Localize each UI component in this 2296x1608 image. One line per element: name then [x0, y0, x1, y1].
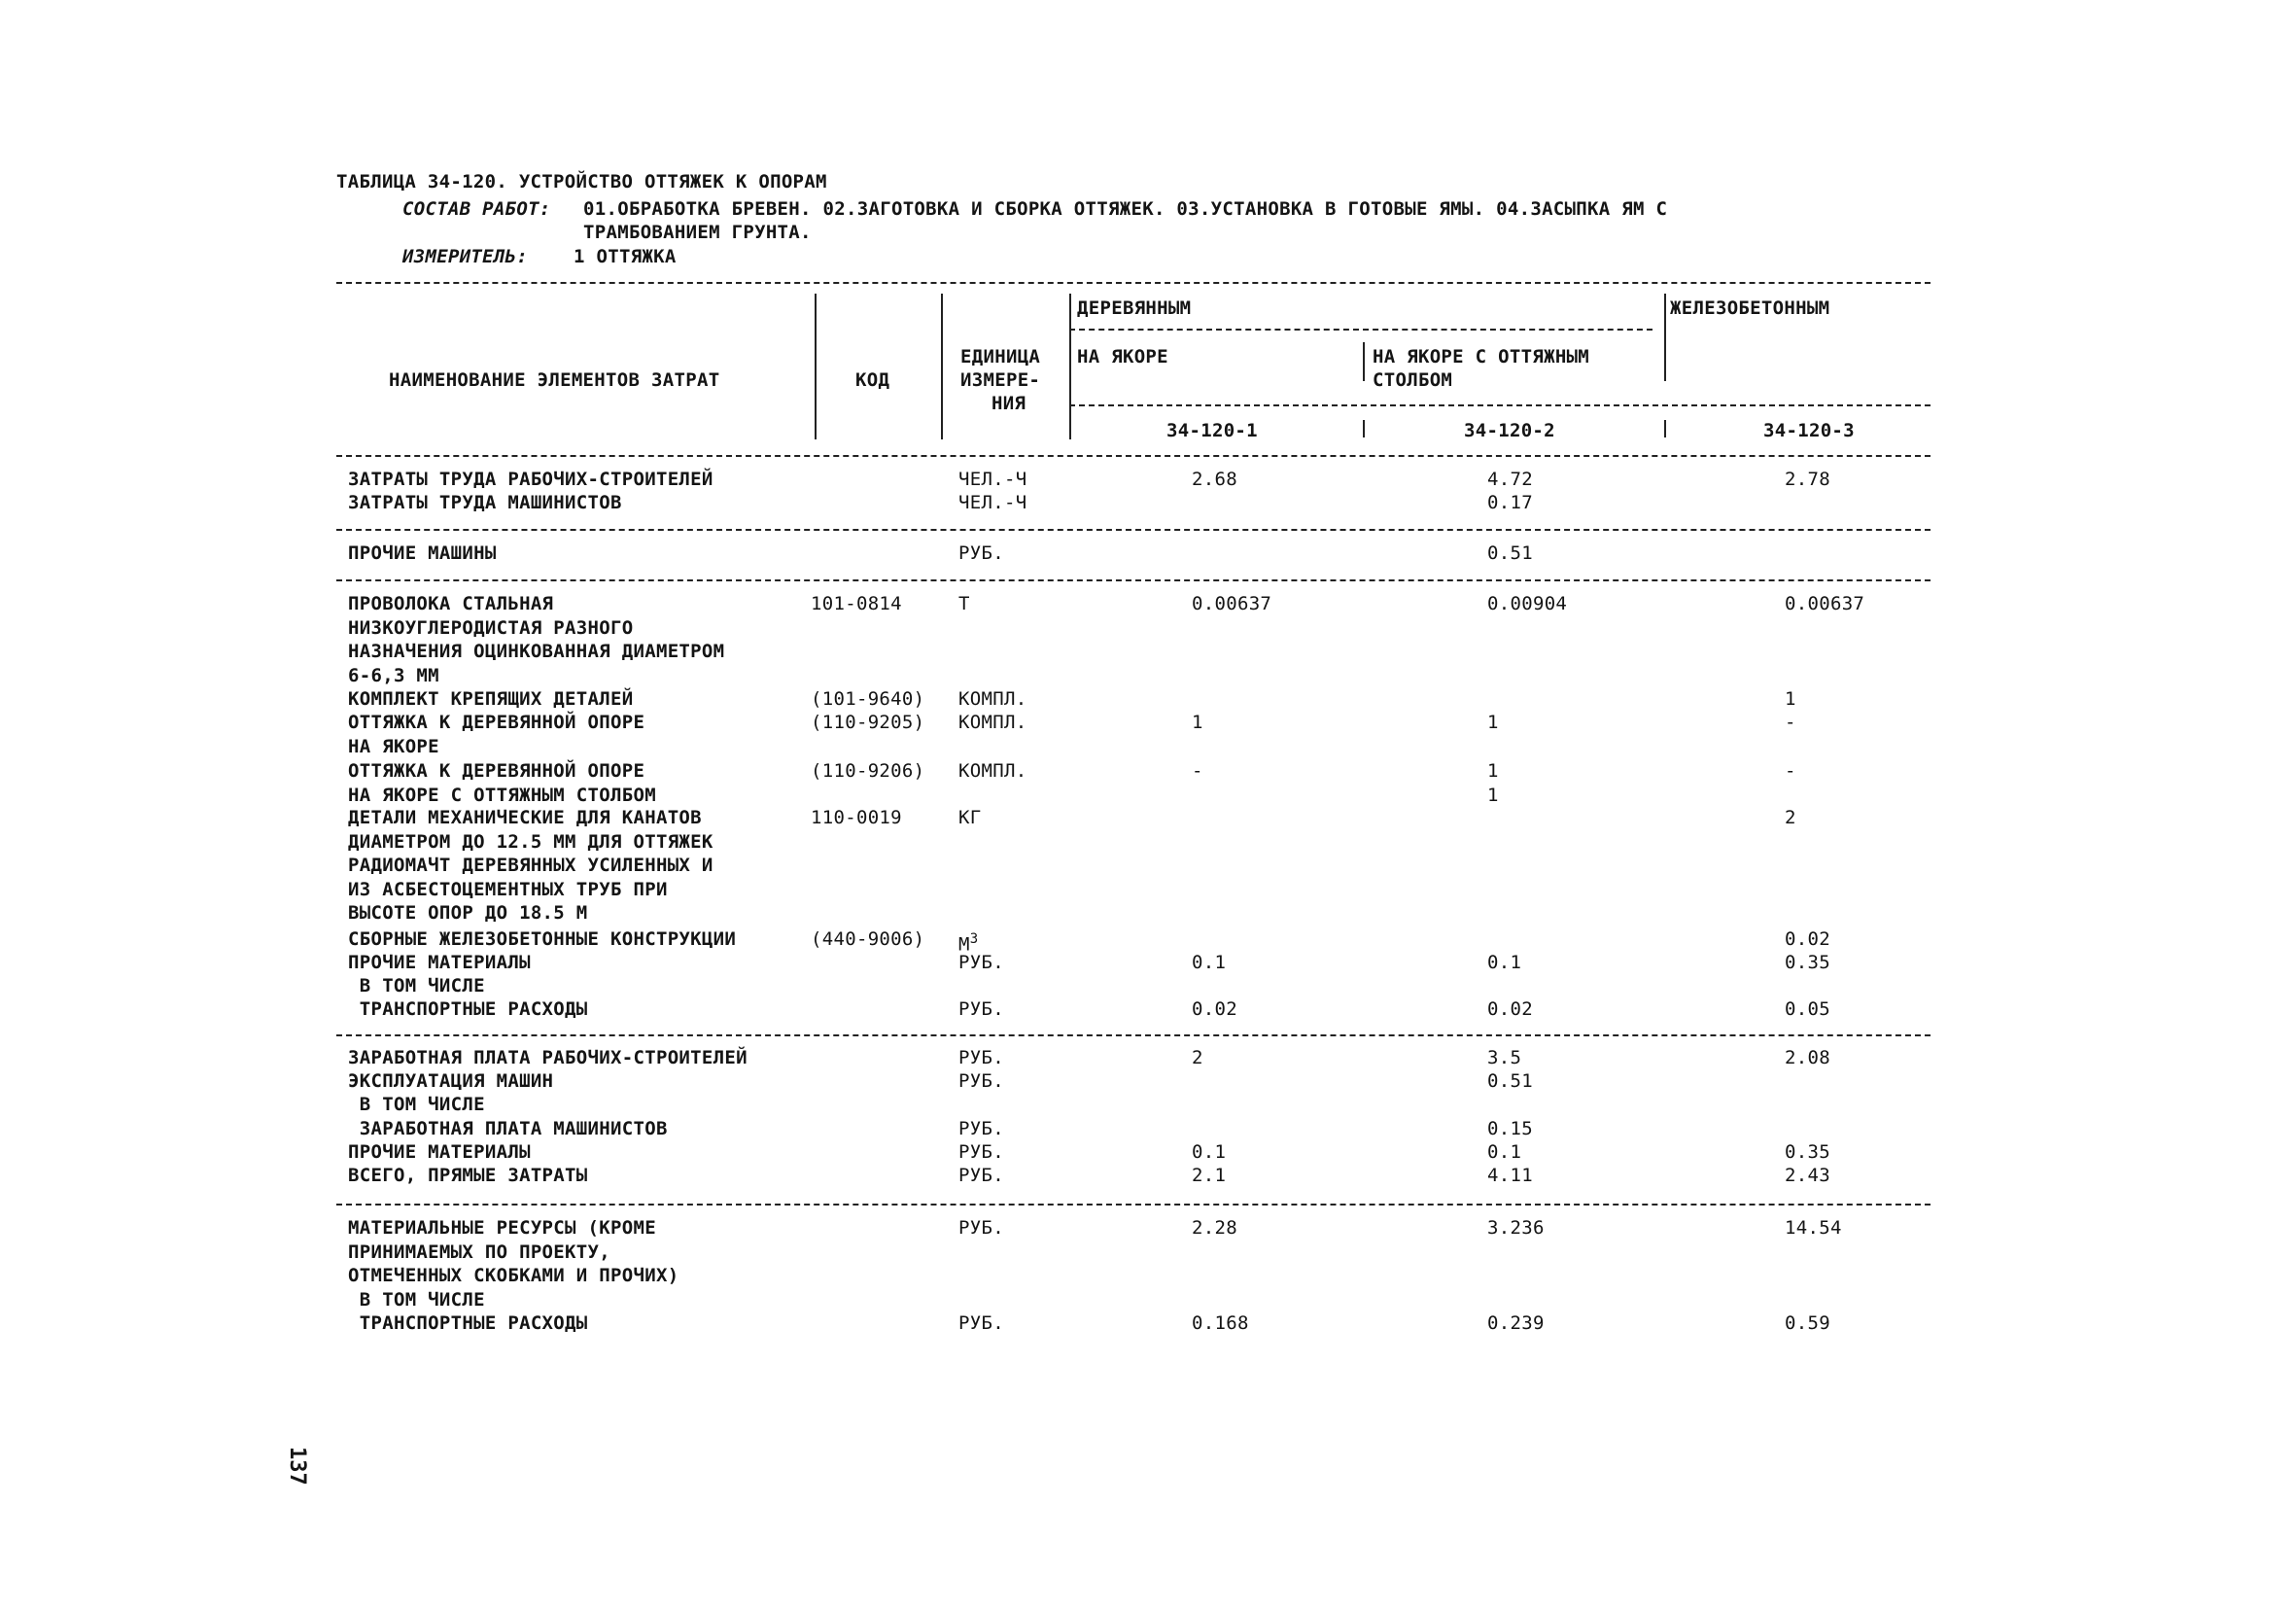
row-v1: 2.68: [1192, 469, 1237, 490]
header-sub-anchor-post-2: СТОЛБОМ: [1373, 369, 1453, 391]
row-unit: ЧЕЛ.-Ч: [958, 492, 1027, 513]
header-sub-anchor-post-1: НА ЯКОРЕ С ОТТЯЖНЫМ: [1373, 346, 1590, 367]
row-v1: 2.1: [1192, 1165, 1227, 1186]
row-v1: 0.168: [1192, 1312, 1249, 1334]
row-name-line: НИЗКОУГЛЕРОДИСТАЯ РАЗНОГО: [348, 616, 634, 639]
header-col-2: 34-120-2: [1464, 420, 1555, 441]
row-v3: 1: [1785, 688, 1796, 710]
table-title: ТАБЛИЦА 34-120. УСТРОЙСТВО ОТТЯЖЕК К ОПОРАМ: [336, 171, 827, 192]
row-v1: 1: [1192, 712, 1203, 733]
row-v2: 0.15: [1487, 1118, 1533, 1139]
row-name-line: НА ЯКОРЕ С ОТТЯЖНЫМ СТОЛБОМ: [348, 784, 656, 806]
row-name-line: ДИАМЕТРОМ ДО 12.5 ММ ДЛЯ ОТТЯЖЕК: [348, 830, 713, 853]
composition-line-1: 01.ОБРАБОТКА БРЕВЕН. 02.ЗАГОТОВКА И СБОРКА ОТТЯЖЕК. 03.УСТАНОВКА В ГОТОВЫЕ ЯМЫ. 04.ЗАСЫПКА ЯМ С: [583, 198, 1668, 220]
row-name-line: ОТТЯЖКА К ДЕРЕВЯННОЙ ОПОРЕ: [348, 712, 645, 733]
row-v2: 0.00904: [1487, 593, 1568, 614]
row-name-line: ВСЕГО, ПРЯМЫЕ ЗАТРАТЫ: [348, 1165, 588, 1186]
section-rule-4: [336, 1204, 1931, 1206]
row-name-line: ОТМЕЧЕННЫХ СКОБКАМИ И ПРОЧИХ): [348, 1265, 679, 1287]
header-unit-line-2: ИЗМЕРЕ-: [960, 369, 1041, 391]
row-v2b: 1: [1487, 784, 1499, 806]
row-v3: 2: [1785, 807, 1796, 828]
measure-label: ИЗМЕРИТЕЛЬ:: [402, 246, 529, 267]
measure-value: 1 ОТТЯЖКА: [574, 246, 677, 267]
row-v2: 4.72: [1487, 469, 1533, 490]
header-group-wood: ДЕРЕВЯННЫМ: [1077, 297, 1192, 319]
row-v2: 1: [1487, 712, 1499, 733]
row-name-line: ПРОЧИЕ МАТЕРИАЛЫ: [348, 952, 531, 973]
row-name-line: ЗАТРАТЫ ТРУДА МАШИНИСТОВ: [348, 492, 622, 513]
row-v1: 2.28: [1192, 1217, 1237, 1239]
row-code: (101-9640): [811, 688, 925, 710]
row-v3: 2.43: [1785, 1165, 1830, 1186]
row-unit: РУБ.: [958, 1217, 1004, 1239]
header-sub-rule: [1069, 404, 1931, 406]
row-unit: РУБ.: [958, 952, 1004, 973]
header-sep-wood-concrete: [1664, 294, 1666, 381]
row-name-line: ЗАРАБОТНАЯ ПЛАТА РАБОЧИХ-СТРОИТЕЛЕЙ: [348, 1047, 748, 1068]
row-name-line: ПРОЧИЕ МАТЕРИАЛЫ: [348, 1141, 531, 1163]
row-v3: -: [1785, 760, 1796, 782]
row-v3: 14.54: [1785, 1217, 1842, 1239]
row-name-line: ТРАНСПОРТНЫЕ РАСХОДЫ: [348, 1312, 588, 1334]
row-v3: 2.08: [1785, 1047, 1830, 1068]
header-sub-anchor: НА ЯКОРЕ: [1077, 346, 1168, 367]
header-top-rule: [336, 282, 1931, 284]
row-v3: 0.02: [1785, 928, 1830, 950]
section-rule-3: [336, 1034, 1931, 1036]
header-sep-code-unit: [941, 294, 943, 439]
row-unit: РУБ.: [958, 1141, 1004, 1163]
row-code: (110-9206): [811, 760, 925, 782]
section-rule-1: [336, 529, 1931, 531]
row-unit: РУБ.: [958, 1047, 1004, 1068]
row-v3: 0.35: [1785, 1141, 1830, 1163]
row-v1: -: [1192, 760, 1203, 782]
row-name-line: ПРОВОЛОКА СТАЛЬНАЯ: [348, 593, 554, 614]
row-v2: 0.239: [1487, 1312, 1545, 1334]
row-v2: 4.11: [1487, 1165, 1533, 1186]
row-unit: РУБ.: [958, 1165, 1004, 1186]
row-unit: РУБ.: [958, 1312, 1004, 1334]
row-v1: 0.02: [1192, 998, 1237, 1020]
row-name-line: КОМПЛЕКТ КРЕПЯЩИХ ДЕТАЛЕЙ: [348, 688, 634, 710]
row-code: (110-9205): [811, 712, 925, 733]
header-bottom-rule: [336, 455, 1931, 457]
row-name-line: НА ЯКОРЕ: [348, 735, 439, 757]
row-unit: КОМПЛ.: [958, 712, 1027, 733]
header-name-column: НАИМЕНОВАНИЕ ЭЛЕМЕНТОВ ЗАТРАТ: [389, 369, 720, 391]
row-v2: 3.5: [1487, 1047, 1522, 1068]
header-group-concrete: ЖЕЛЕЗОБЕТОННЫМ: [1670, 297, 1830, 319]
header-unit-line-3: НИЯ: [991, 393, 1026, 414]
row-v2: 0.1: [1487, 1141, 1522, 1163]
page-number: 137: [285, 1447, 309, 1486]
header-sep-unit-values: [1069, 294, 1071, 439]
row-name-line: ИЗ АСБЕСТОЦЕМЕНТНЫХ ТРУБ ПРИ: [348, 878, 668, 900]
unit-superscript: 3: [969, 931, 979, 947]
row-unit: Т: [958, 593, 970, 614]
row-v2: 0.1: [1487, 952, 1522, 973]
row-name-line: ТРАНСПОРТНЫЕ РАСХОДЫ: [348, 998, 588, 1020]
row-v2: 0.51: [1487, 542, 1533, 564]
row-name-line: ПРИНИМАЕМЫХ ПО ПРОЕКТУ,: [348, 1241, 610, 1263]
header-sep-col2-col3: [1664, 420, 1666, 437]
row-name-line: НАЗНАЧЕНИЯ ОЦИНКОВАННАЯ ДИАМЕТРОМ: [348, 641, 725, 663]
row-v3: 0.00637: [1785, 593, 1865, 614]
row-v3: 0.59: [1785, 1312, 1830, 1334]
header-sep-anchor: [1363, 342, 1365, 381]
row-v3: -: [1785, 712, 1796, 733]
row-code: 101-0814: [811, 593, 902, 614]
row-unit: КГ: [958, 807, 982, 828]
row-code: (440-9006): [811, 928, 925, 950]
row-v1: 2: [1192, 1047, 1203, 1068]
row-v2: 1: [1487, 760, 1499, 782]
row-name-line: ПРОЧИЕ МАШИНЫ: [348, 542, 497, 564]
row-name-line: РАДИОМАЧТ ДЕРЕВЯННЫХ УСИЛЕННЫХ И: [348, 855, 713, 877]
row-name-line: ОТТЯЖКА К ДЕРЕВЯННОЙ ОПОРЕ: [348, 760, 645, 782]
row-name-line: ДЕТАЛИ МЕХАНИЧЕСКИЕ ДЛЯ КАНАТОВ: [348, 807, 702, 828]
row-unit: РУБ.: [958, 542, 1004, 564]
row-v2: 0.17: [1487, 492, 1533, 513]
header-col-1: 34-120-1: [1166, 420, 1258, 441]
header-unit-line-1: ЕДИНИЦА: [960, 346, 1041, 367]
row-unit: РУБ.: [958, 998, 1004, 1020]
row-v3: 0.05: [1785, 998, 1830, 1020]
row-name-line: ЭКСПЛУАТАЦИЯ МАШИН: [348, 1070, 554, 1092]
section-rule-2: [336, 579, 1931, 581]
row-code: 110-0019: [811, 807, 902, 828]
composition-label: СОСТАВ РАБОТ:: [402, 198, 551, 220]
row-unit: КОМПЛ.: [958, 688, 1027, 710]
row-name-line: ЗАРАБОТНАЯ ПЛАТА МАШИНИСТОВ: [348, 1118, 668, 1139]
row-v2: 0.51: [1487, 1070, 1533, 1092]
header-group-rule: [1069, 329, 1652, 331]
row-name-line: МАТЕРИАЛЬНЫЕ РЕСУРСЫ (КРОМЕ: [348, 1217, 656, 1239]
row-v3: 0.35: [1785, 952, 1830, 973]
row-unit: ЧЕЛ.-Ч: [958, 469, 1027, 490]
row-v1: 0.1: [1192, 952, 1227, 973]
row-v2: 3.236: [1487, 1217, 1545, 1239]
row-v2: 0.02: [1487, 998, 1533, 1020]
composition-line-2: ТРАМБОВАНИЕМ ГРУНТА.: [583, 222, 812, 243]
row-v1: 0.00637: [1192, 593, 1272, 614]
row-name-line: СБОРНЫЕ ЖЕЛЕЗОБЕТОННЫЕ КОНСТРУКЦИИ: [348, 928, 737, 950]
row-name-line: ВЫСОТЕ ОПОР ДО 18.5 М: [348, 902, 588, 925]
row-v1: 0.1: [1192, 1141, 1227, 1163]
header-code-column: КОД: [855, 369, 890, 391]
row-name-line: В ТОМ ЧИСЛЕ: [348, 1094, 485, 1115]
header-sep-col1-col2: [1363, 420, 1365, 437]
row-unit: РУБ.: [958, 1070, 1004, 1092]
row-name-line: 6-6,3 ММ: [348, 664, 439, 686]
row-unit: $М^3$: [958, 931, 979, 956]
row-unit: КОМПЛ.: [958, 760, 1027, 782]
row-v3: 2.78: [1785, 469, 1830, 490]
row-unit: РУБ.: [958, 1118, 1004, 1139]
row-name-line: ЗАТРАТЫ ТРУДА РАБОЧИХ-СТРОИТЕЛЕЙ: [348, 469, 713, 490]
row-name-line: В ТОМ ЧИСЛЕ: [348, 1288, 485, 1311]
header-sep-name-code: [815, 294, 817, 439]
row-name-line: В ТОМ ЧИСЛЕ: [348, 975, 485, 996]
header-col-3: 34-120-3: [1763, 420, 1855, 441]
